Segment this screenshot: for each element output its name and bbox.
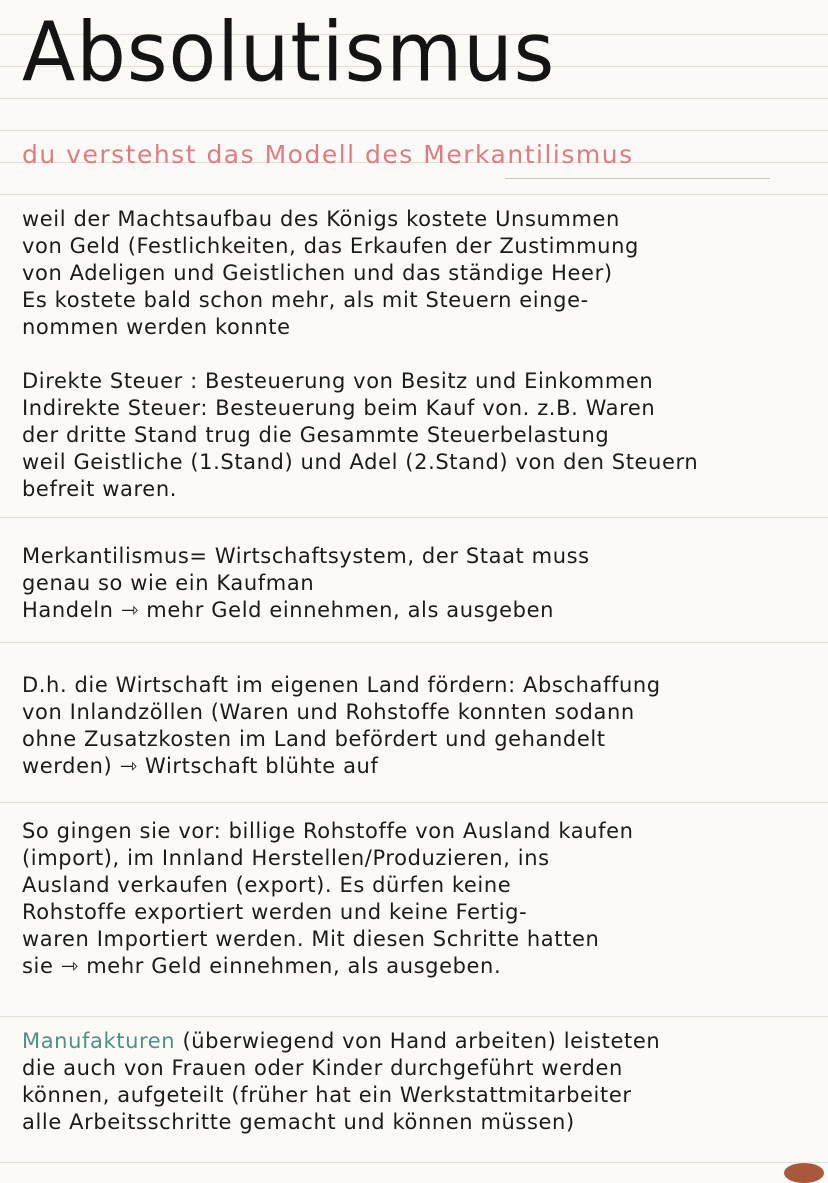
rule-line [0, 802, 828, 803]
text-line: von Geld (Festlichkeiten, das Erkaufen der Zustimmung [22, 234, 639, 258]
text-line: sie ⇾ mehr Geld einnehmen, als ausgeben. [22, 954, 502, 978]
text-line [22, 1028, 806, 1055]
text-line: weil Geistliche (1.Stand) und Adel (2.Stand) von den Steuern [22, 450, 699, 474]
text-line: Direkte Steuer : Besteuerung von Besitz und Einkommen [22, 369, 654, 393]
text-line: So gingen sie vor: billige Rohstoffe von Ausland kaufen [22, 819, 634, 843]
text-line: weil der Machtsaufbau des Königs kostete Unsummen [22, 207, 620, 231]
text-line: die auch von Frauen oder Kinder durchgeführt werden [22, 1056, 623, 1080]
text-line: nommen werden konnte [22, 315, 291, 339]
rule-line [0, 130, 828, 131]
rule-line [0, 1016, 828, 1017]
text-line: (import), im Innland Herstellen/Produzieren, ins [22, 846, 550, 870]
rule-line [0, 194, 828, 195]
text-line: Handeln ⇾ mehr Geld einnehmen, als ausgeben [22, 598, 555, 622]
text-line: Rohstoffe exportiert werden und keine Fertig- [22, 900, 528, 924]
text-line: ohne Zusatzkosten im Land befördert und gehandelt [22, 727, 606, 751]
text-line: der dritte Stand trug die Gesammte Steuerbelastung [22, 423, 610, 447]
paragraph-cost-of-power [22, 206, 806, 341]
text-line: können, aufgeteilt (früher hat ein Werkstattmitarbeiter [22, 1083, 632, 1107]
text-line: alle Arbeitsschritte gemacht und können müssen) [22, 1110, 575, 1134]
paragraph-manufactures [22, 1028, 806, 1136]
subtitle-underline [505, 178, 770, 179]
text-line: von Adeligen und Geistlichen und das ständige Heer) [22, 261, 613, 285]
text-line: werden) ⇾ Wirtschaft blühte auf [22, 754, 379, 778]
term-manufakturen: Manufakturen [22, 1029, 176, 1053]
paragraph-domestic-economy [22, 672, 806, 780]
rule-line [0, 1162, 828, 1163]
text-line: befreit waren. [22, 477, 177, 501]
text-fragment: (überwiegend von Hand arbeiten) leisteten [175, 1029, 661, 1053]
text-line: Es kostete bald schon mehr, als mit Steuern einge- [22, 288, 589, 312]
text-line: genau so wie ein Kaufman [22, 571, 315, 595]
text-line: Merkantilismus= Wirtschaftsystem, der Staat muss [22, 544, 590, 568]
learning-goal: du verstehst das Modell des Merkantilismus [22, 140, 634, 169]
text-line: von Inlandzöllen (Waren und Rohstoffe konnten sodann [22, 700, 635, 724]
page-title: Absolutismus [22, 5, 556, 101]
text-line: Indirekte Steuer: Besteuerung beim Kauf von. z.B. Waren [22, 396, 656, 420]
paragraph-mercantilism-definition [22, 543, 806, 624]
paragraph-taxes [22, 368, 806, 503]
text-line: Ausland verkaufen (export). Es dürfen keine [22, 873, 512, 897]
paragraph-import-export [22, 818, 806, 980]
rule-line [0, 517, 828, 518]
text-line: waren Importiert werden. Mit diesen Schritte hatten [22, 927, 600, 951]
page-corner-mark [784, 1163, 824, 1183]
rule-line [0, 642, 828, 643]
text-line: D.h. die Wirtschaft im eigenen Land fördern: Abschaffung [22, 673, 661, 697]
